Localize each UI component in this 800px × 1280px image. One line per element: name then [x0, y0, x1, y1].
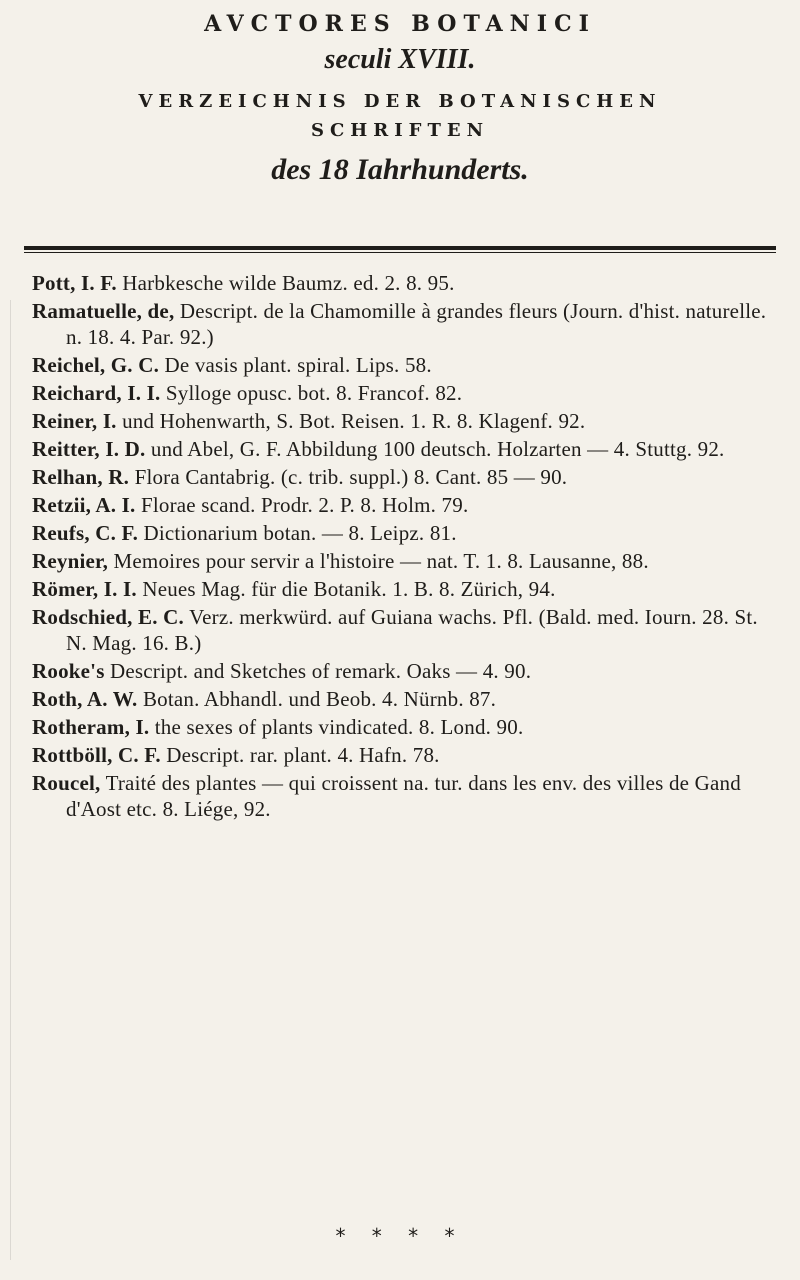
- entry-text: Sylloge opusc. bot. 8. Francof. 82.: [165, 381, 463, 405]
- entry-text: Verz. merkwürd. auf Guiana wachs. Pfl. (Bald. med. Iourn. 28. St. N. Mag. 16. B.): [66, 605, 758, 655]
- entry-text: Botan. Abhandl. und Beob. 4. Nürnb. 87.: [142, 687, 497, 711]
- bibliography-entry: [32, 576, 782, 602]
- entry-text: Harbkesche wilde Baumz. ed. 2. 8. 95.: [122, 271, 455, 295]
- header-title-latin: AVCTORES BOTANICI: [204, 11, 596, 37]
- bibliography-entry: [32, 714, 782, 740]
- bibliography-entry: [32, 742, 782, 768]
- bibliography-entry: [32, 520, 782, 546]
- bibliography-entry: [32, 270, 782, 296]
- entry-author: Rodschied, E. C.: [32, 605, 184, 629]
- entry-text: Florae scand. Prodr. 2. P. 8. Holm. 79.: [140, 493, 469, 517]
- entry-author: Reichard, I. I.: [32, 381, 161, 405]
- bibliography-entry: [32, 408, 782, 434]
- bibliography-entry: [32, 464, 782, 490]
- bibliography-entry: [32, 492, 782, 518]
- entry-text: De vasis plant. spiral. Lips. 58.: [164, 353, 432, 377]
- entry-author: Rottböll, C. F.: [32, 743, 161, 767]
- bibliography-entry: [32, 352, 782, 378]
- entry-author: Roth, A. W.: [32, 687, 138, 711]
- entry-author: Reynier,: [32, 549, 109, 573]
- bibliography-entry: [32, 604, 782, 656]
- bibliography-entry: [32, 298, 782, 350]
- page-header: [0, 10, 800, 188]
- bibliography-entry: [32, 658, 782, 684]
- bibliography-list: [32, 270, 782, 824]
- entry-author: Reiner, I.: [32, 409, 117, 433]
- entry-text: Neues Mag. für die Botanik. 1. B. 8. Zürich, 94.: [142, 577, 556, 601]
- entry-text: Flora Cantabrig. (c. trib. suppl.) 8. Cant. 85 — 90.: [134, 465, 568, 489]
- entry-text: Memoires pour servir a l'histoire — nat. T. 1. 8. Lausanne, 88.: [113, 549, 649, 573]
- entry-text: Descript. and Sketches of remark. Oaks — 4. 90.: [110, 659, 532, 683]
- entry-author: Ramatuelle, de,: [32, 299, 175, 323]
- entry-text: und Abel, G. F. Abbildung 100 deutsch. Holzarten — 4. Stuttg. 92.: [150, 437, 725, 461]
- header-divider: [24, 246, 776, 253]
- page-edge-line: [10, 300, 11, 1260]
- bibliography-entry: [32, 548, 782, 574]
- entry-text: Traité des plantes — qui croissent na. tur. dans les env. des villes de Gand d'Aost etc. 8. Liége, 92.: [66, 771, 741, 821]
- bibliography-entry: [32, 770, 782, 822]
- entry-author: Reichel, G. C.: [32, 353, 160, 377]
- entry-text: Dictionarium botan. — 8. Leipz. 81.: [143, 521, 457, 545]
- header-subtitle-latin: seculi XVIII.: [324, 44, 476, 75]
- entry-text: und Hohenwarth, S. Bot. Reisen. 1. R. 8. Klagenf. 92.: [122, 409, 586, 433]
- entry-author: Roucel,: [32, 771, 101, 795]
- entry-author: Reufs, C. F.: [32, 521, 139, 545]
- entry-text: Descript. rar. plant. 4. Hafn. 78.: [166, 743, 440, 767]
- header-subtitle-german: des 18 Iahrhunderts.: [271, 153, 529, 186]
- entry-author: Retzii, A. I.: [32, 493, 136, 517]
- entry-author: Relhan, R.: [32, 465, 130, 489]
- entry-author: Rooke's: [32, 659, 105, 683]
- entry-author: Reitter, I. D.: [32, 437, 146, 461]
- entry-text: the sexes of plants vindicated. 8. Lond. 90.: [154, 715, 524, 739]
- section-end-ornament: * * * *: [335, 1224, 465, 1248]
- entry-author: Rotheram, I.: [32, 715, 150, 739]
- bibliography-entry: [32, 686, 782, 712]
- header-title-german: VERZEICHNIS DER BOTANISCHEN: [138, 91, 662, 112]
- bibliography-entry: [32, 436, 782, 462]
- entry-author: Pott, I. F.: [32, 271, 117, 295]
- entry-author: Römer, I. I.: [32, 577, 137, 601]
- bibliography-entry: [32, 380, 782, 406]
- entry-text: Descript. de la Chamomille à grandes fleurs (Journ. d'hist. naturelle. n. 18. 4. Par. 92.): [66, 299, 767, 349]
- header-title-german-2: SCHRIFTEN: [310, 120, 490, 141]
